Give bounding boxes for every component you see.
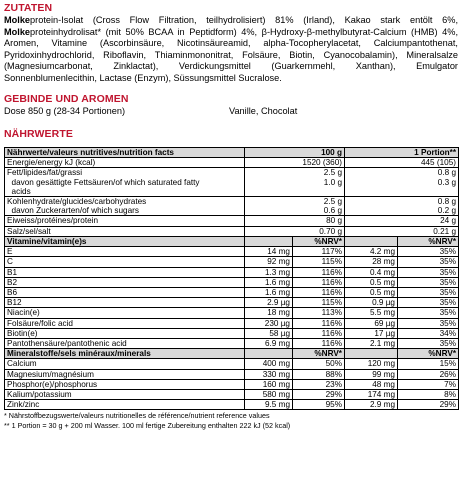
table-row: [5, 267, 459, 277]
table-cell: 0.4 mg: [345, 267, 398, 277]
table-cell: 99 mg: [345, 369, 398, 379]
table-row: [5, 369, 459, 379]
table-cell: %NRV*: [293, 236, 345, 246]
table-cell: 400 mg: [245, 359, 293, 369]
table-cell: E: [5, 247, 245, 257]
table-cell: Eiweiss/protéines/protein: [5, 216, 245, 226]
table-cell: 2.9 mg: [345, 400, 398, 410]
table-row: [5, 379, 459, 389]
table-cell: 0.70 g: [245, 226, 345, 236]
dose-size: Dose 850 g (28-34 Portionen): [4, 105, 126, 116]
table-cell: 80 g: [245, 216, 345, 226]
table-cell: Salz/sel/salt: [5, 226, 245, 236]
table-cell: Vitamine/vitamin(e)s: [5, 236, 245, 246]
table-cell: 174 mg: [345, 389, 398, 399]
table-cell: C: [5, 257, 245, 267]
table-cell: 88%: [293, 369, 345, 379]
table-row: [5, 277, 459, 287]
ingredient-highlight: Molke: [4, 15, 31, 25]
table-cell: 4.2 mg: [345, 247, 398, 257]
table-cell: B6: [5, 287, 245, 297]
table-cell: 35%: [398, 308, 459, 318]
table-cell: Nährwerte/valeurs nutritives/nutrition facts: [5, 148, 245, 158]
table-cell: 116%: [293, 338, 345, 348]
table-cell: 35%: [398, 267, 459, 277]
table-cell: 34%: [398, 328, 459, 338]
table-cell: 8%: [398, 389, 459, 399]
table-row: [5, 247, 459, 257]
table-row: [5, 359, 459, 369]
table-cell: 0.8 g 0.3 g: [345, 168, 459, 197]
table-cell: 95%: [293, 400, 345, 410]
table-cell: B12: [5, 298, 245, 308]
table-cell: 92 mg: [245, 257, 293, 267]
table-cell: 117%: [293, 247, 345, 257]
table-row: [5, 338, 459, 348]
table-cell: 35%: [398, 257, 459, 267]
table-cell: Mineralstoffe/sels minéraux/minerals: [5, 349, 245, 359]
table-row: [5, 287, 459, 297]
gebinde-heading: GEBINDE UND AROMEN: [4, 92, 129, 105]
table-row: [5, 400, 459, 410]
table-cell: 7%: [398, 379, 459, 389]
table-cell: 1.6 mg: [245, 287, 293, 297]
table-cell: 115%: [293, 257, 345, 267]
table-cell: 14 mg: [245, 247, 293, 257]
table-cell: 0.9 µg: [345, 298, 398, 308]
table-row: [5, 158, 459, 168]
table-cell: 6.9 mg: [245, 338, 293, 348]
table-cell: Biotin(e): [5, 328, 245, 338]
table-cell: 1 Portion**: [345, 148, 459, 158]
table-cell: 445 (105): [345, 158, 459, 168]
table-row: [5, 257, 459, 267]
footnotes: [4, 411, 458, 429]
table-cell: 5.5 mg: [345, 308, 398, 318]
table-cell: 48 mg: [345, 379, 398, 389]
table-cell: 58 µg: [245, 328, 293, 338]
table-cell: Fett/lipides/fat/grassi davon gesättigte Fettsäuren/of which saturated fatty acids: [5, 168, 245, 197]
table-cell: 28 mg: [345, 257, 398, 267]
table-cell: 1.6 mg: [245, 277, 293, 287]
flavours: Vanille, Chocolat: [229, 105, 298, 116]
table-cell: 2.5 g 1.0 g: [245, 168, 345, 197]
footnote: ** 1 Portion = 30 g + 200 ml Wasser. 100 ml fertige Zubereitung enthalten 222 kJ (52 kcal): [4, 420, 291, 430]
table-cell: 23%: [293, 379, 345, 389]
footnote: * Nährstoffbezugswerte/valeurs nutritionelles de référence/nutrient reference values: [4, 411, 270, 421]
table-cell: 230 µg: [245, 318, 293, 328]
zutaten-heading: ZUTATEN: [4, 2, 53, 14]
table-cell: 580 mg: [245, 389, 293, 399]
ingredient-run: proteinhydrolisat* (mit 50% BCAA in Peptidform) 4%, β-Hydroxy-β-methylbutyrat-Calcium (HMB) 4%, Aromen, Vitamine (Ascorbinsäure, Nicotinsäureamid, alpha-Tocopherylacetat, Calciumpantothenat, Pyridoxinhydrochlorid, Riboflavin, Thiaminmononitrat, Folsäure, Biotin, Cyanocobalamin), Mineralsalze (Magnesiumcarbonat, Zinklactat), Verdickungsmittel (Guarkernmehl, Xanthan), Emulgator Sonnenblumenlecithin, Lactase (Enzym), Süssungsmittel Sucralose.: [4, 26, 458, 83]
table-cell: [345, 349, 398, 359]
table-cell: 24 g: [345, 216, 459, 226]
table-cell: Folsäure/folic acid: [5, 318, 245, 328]
table-cell: 29%: [398, 400, 459, 410]
table-cell: Calcium: [5, 359, 245, 369]
table-row: [5, 328, 459, 338]
table-cell: 18 mg: [245, 308, 293, 318]
table-cell: 0.5 mg: [345, 287, 398, 297]
table-cell: 35%: [398, 338, 459, 348]
table-cell: 35%: [398, 277, 459, 287]
table-header-row: [5, 236, 459, 246]
table-cell: 17 µg: [345, 328, 398, 338]
table-cell: 2.9 µg: [245, 298, 293, 308]
table-cell: 160 mg: [245, 379, 293, 389]
table-cell: 116%: [293, 287, 345, 297]
ingredient-highlight: Molke: [4, 26, 31, 37]
table-cell: 115%: [293, 298, 345, 308]
table-cell: B1: [5, 267, 245, 277]
table-cell: [345, 236, 398, 246]
table-cell: 116%: [293, 318, 345, 328]
table-cell: Niacin(e): [5, 308, 245, 318]
table-row: [5, 168, 459, 197]
table-row: [5, 389, 459, 399]
table-cell: [245, 236, 293, 246]
table-cell: 35%: [398, 318, 459, 328]
nutrition-table: [4, 147, 459, 410]
table-cell: %NRV*: [293, 349, 345, 359]
table-cell: B2: [5, 277, 245, 287]
table-row: [5, 197, 459, 216]
table-cell: 9.5 mg: [245, 400, 293, 410]
table-cell: Kohlenhydrate/glucides/carbohydrates davon Zuckerarten/of which sugars: [5, 197, 245, 216]
table-cell: %NRV*: [398, 349, 459, 359]
table-cell: Phosphor(e)/phosphorus: [5, 379, 245, 389]
table-cell: 26%: [398, 369, 459, 379]
table-row: [5, 216, 459, 226]
table-row: [5, 298, 459, 308]
table-cell: 50%: [293, 359, 345, 369]
table-row: [5, 308, 459, 318]
table-cell: 113%: [293, 308, 345, 318]
table-cell: Kalium/potassium: [5, 389, 245, 399]
table-cell: 2.1 mg: [345, 338, 398, 348]
ingredients-text: [4, 15, 458, 85]
ingredient-run: protein-Isolat (Cross Flow Filtration, teilhydrolisiert) 81% (Irland), Kakao stark entölt 6%,: [30, 15, 458, 25]
table-cell: 69 µg: [345, 318, 398, 328]
table-cell: [245, 349, 293, 359]
table-cell: 120 mg: [345, 359, 398, 369]
table-cell: 35%: [398, 247, 459, 257]
table-cell: %NRV*: [398, 236, 459, 246]
table-row: [5, 318, 459, 328]
table-cell: 35%: [398, 298, 459, 308]
table-cell: 0.8 g 0.2 g: [345, 197, 459, 216]
table-cell: 0.21 g: [345, 226, 459, 236]
table-cell: 330 mg: [245, 369, 293, 379]
table-cell: Zink/zinc: [5, 400, 245, 410]
table-cell: 0.5 mg: [345, 277, 398, 287]
table-cell: 116%: [293, 328, 345, 338]
table-row: [5, 226, 459, 236]
packaging-row: [4, 106, 458, 118]
table-cell: 15%: [398, 359, 459, 369]
naehrwerte-heading: NÄHRWERTE: [4, 128, 73, 141]
table-cell: Energie/energy kJ (kcal): [5, 158, 245, 168]
table-cell: 100 g: [245, 148, 345, 158]
table-cell: 29%: [293, 389, 345, 399]
table-cell: 1.3 mg: [245, 267, 293, 277]
table-header-row: [5, 349, 459, 359]
table-cell: 116%: [293, 277, 345, 287]
table-cell: 35%: [398, 287, 459, 297]
table-header-row: [5, 148, 459, 158]
table-cell: 2.5 g 0.6 g: [245, 197, 345, 216]
table-cell: Magnesium/magnésium: [5, 369, 245, 379]
table-cell: 1520 (360): [245, 158, 345, 168]
table-cell: Pantothensäure/pantothenic acid: [5, 338, 245, 348]
table-cell: 116%: [293, 267, 345, 277]
